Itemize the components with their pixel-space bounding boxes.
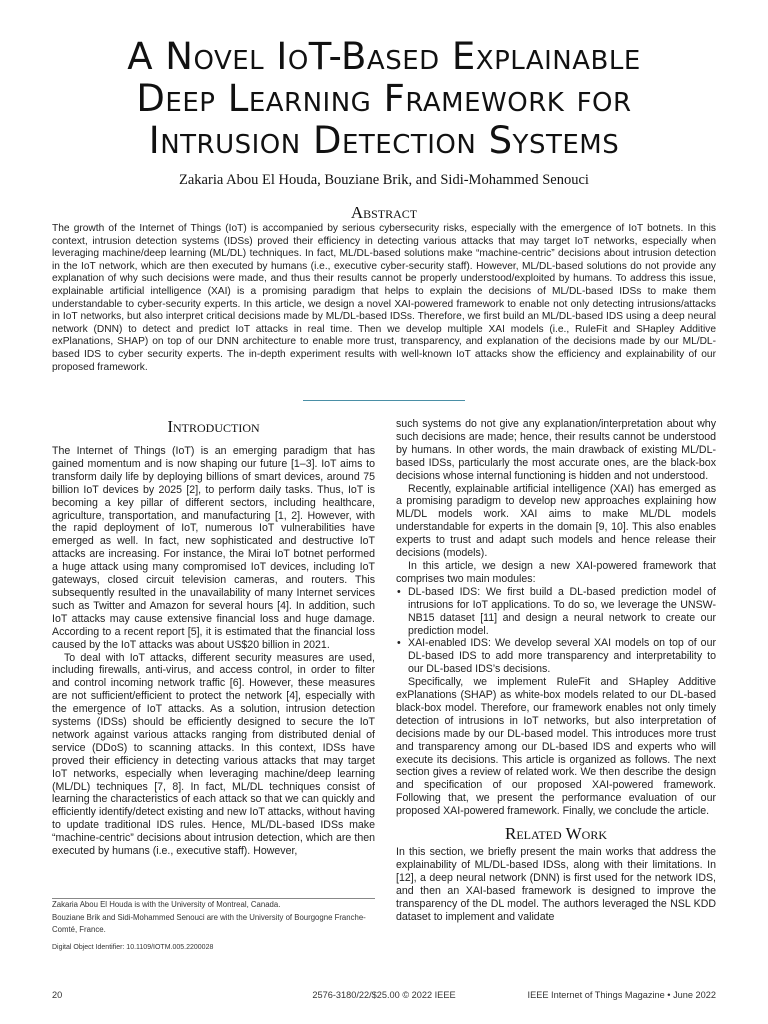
right-paragraph-3: In this article, we design a new XAI-powered framework that comprises two main modules: [396,559,716,585]
intro-paragraph-2: To deal with IoT attacks, different security measures are used, including firewalls, anti-virus, and access control, in order to filter and control incoming network traffic [6]. However, these measures are not sufficient/efficient to protect the network [4], especially with the emergence of IoT attacks. As a solution, intrusion detection systems (IDSs) should be efficiently designed to secure the IoT network against various attacks ranging from distributed denial of service (DDoS) to scanning attacks. In this context, IDSs have proved their efficiency in detecting various attacks that may target IoT networks, especially when leveraging machine/deep learning (ML/DL) techniques [7, 8]. In fact, ML/DL techniques consist of learning the characteristics of each attack so that we can quickly and efficiently identify/detect existing and new IoT attacks, without having to update traditional IDS rules. Hence, ML/DL-based IDSs make “machine-centric” decisions about intrusion detection, which are then executed by humans (i.e., executive staff). However, [52,651,375,858]
title-line-3: Intrusion Detection Systems [148,119,620,162]
author-list: Zakaria Abou El Houda, Bouziane Brik, and Sidi-Mohammed Senouci [179,172,589,188]
list-item-text: XAI-enabled IDS: We develop several XAI models on top of our DL-based IDS to add more transparency and interpretability to our DL-based IDS’s decisions. [408,637,716,676]
right-column [396,418,716,924]
introduction-heading: Introduction [167,417,260,436]
related-work-heading: Related Work [505,824,607,844]
copyright-code: 2576-3180/22/$25.00 © 2022 IEEE [312,990,456,1000]
right-paragraph-2: Recently, explainable artificial intelligence (XAI) has emerged as a promising paradigm to develop new approaches explaining how ML/DL models work. XAI aims to make ML/DL models understandable for experts in the domain [9, 10]. This also enables experts to trust and adapt such models and hence release their decisions (models). [396,482,716,560]
footnote-affiliation-2: Bouziane Brik and Sidi-Mohammed Senouci are with the University of Bourgogne Franche-Comté, France. [52,912,366,934]
right-paragraph-1: such systems do not give any explanation/interpretation about why such decisions are made; hence, their results cannot be understood by humans. In other words, the main drawback of existing ML/DL-based IDSs, particularly the most accurate ones, are the black-box decisions whose internal functioning is hidden and not understood. [396,418,716,482]
paper-title [0,36,768,162]
title-line-2: Deep Learning Framework for [136,77,632,120]
page-number: 20 [52,990,63,1000]
list-item [397,585,716,638]
abstract-text: The growth of the Internet of Things (IoT) is accompanied by serious cybersecurity risks, especially with the emergence of IoT botnets. In this context, intrusion detection systems (IDSs) proved their efficiency in detecting various attacks that may target IoT networks, especially when leveraging machine/deep learning (ML/DL) techniques. In fact, ML/DL-based solutions make “machine-centric” decisions about intrusion detection in the IoT network, which are then executed by humans (i.e., executive cyber-security staff). However, ML/DL-based solutions do not provide any explanation of why such decisions were made, and thus their results cannot be properly understood/exploited by humans. To address this issue, explainable artificial intelligence (XAI) is a promising paradigm that helps to explain the decisions of ML/DL-based IDSs to make them understandable to cyber-security experts. In this article, we design a novel XAI-powered framework to enable not only detecting intrusions/attacks in IoT networks, but also interpret critical decisions made by ML/DL-based IDSs. Therefore, we first build an ML/DL-based IDS using a deep neural network (DNN) to detect and predict IoT attacks in real time. Then we develop multiple XAI models (i.e., RuleFit and SHapley Additive exPlanations, SHAP) on top of our DNN architecture to enable more trust, transparency, and explanation of the decisions made by our ML/DL-based IDS to cyber security experts. The in-depth experiment results with well-known IoT attacks show the efficiency and explainability of our proposed framework. [52,223,716,373]
doi-line: Digital Object Identifier: 10.1109/IOTM.005.2200028 [52,943,214,951]
module-list [396,586,716,676]
footnotes [52,893,375,954]
left-column [52,417,375,858]
list-item-text: DL-based IDS: We first build a DL-based prediction model of intrusions for IoT applications. To do so, we leverage the UNSW-NB15 dataset [11] and design a neural network to create our prediction model. [408,585,716,637]
journal-name: IEEE Internet of Things Magazine • June 2022 [527,990,716,1000]
bullet-icon: • [397,585,401,598]
list-item [397,637,716,676]
related-paragraph-1: In this section, we briefly present the main works that address the explainability of ML/DL-based IDSs, along with their limitations. In [12], a deep neural network (DNN) is first used for the network IDS, and then an XAI-based framework is designed to improve the transparency of the DL model. The authors leveraged the NSL KDD dataset to implement and validate [396,846,716,923]
section-divider [303,400,465,401]
intro-paragraph-1: The Internet of Things (IoT) is an emerging paradigm that has gained momentum and is now shaping our future [1–3]. IoT aims to transform daily life by deploying billions of smart devices, around 75 billion IoT devices by 2025 [2], to perform daily tasks. Thus, IoT is becoming a key pillar of different sectors, including healthcare, agriculture, transportation, and manufacturing [1, 2]. However, with the rapid deployment of IoT, numerous IoT vulnerabilities have emerged as well. In fact, new sophisticated and destructive IoT attacks are increasing. For instance, the Mirai IoT botnet performed a huge attack using many compromised IoT devices, including IoT gateways, closed circuit television cameras, and routers. This subsequently resulted in the unavailability of many Internet services such as Twitter and Amazon for several hours [4]. In addition, such IoT attacks may cause extensive financial loss and huge damage. According to a recent report [5], it is estimated that the financial loss caused by the IoT attacks was about US$20 billion in 2021. [52,445,375,651]
right-paragraph-4: Specifically, we implement RuleFit and SHapley Additive exPlanations (SHAP) as white-box models related to our DL-based black-box model. Therefore, our framework enables not only timely detection of intrusions in IoT networks, but also interpretation of decisions made by our DL-based model. This introduces more trust and transparency among our DL-based IDS and experts who will execute its decisions. This article is organized as follows. The next section gives a review of related work. We then describe the design and specification of our proposed XAI-powered framework. Following that, we present the performance evaluation of our proposed XAI-powered framework. Finally, we conclude the article. [396,676,716,818]
bullet-icon: • [397,637,401,650]
title-line-1: A Novel IoT-Based Explainable [127,35,641,78]
abstract-heading: Abstract [350,203,418,222]
footnote-affiliation-1: Zakaria Abou El Houda is with the University of Montreal, Canada. [52,900,281,909]
